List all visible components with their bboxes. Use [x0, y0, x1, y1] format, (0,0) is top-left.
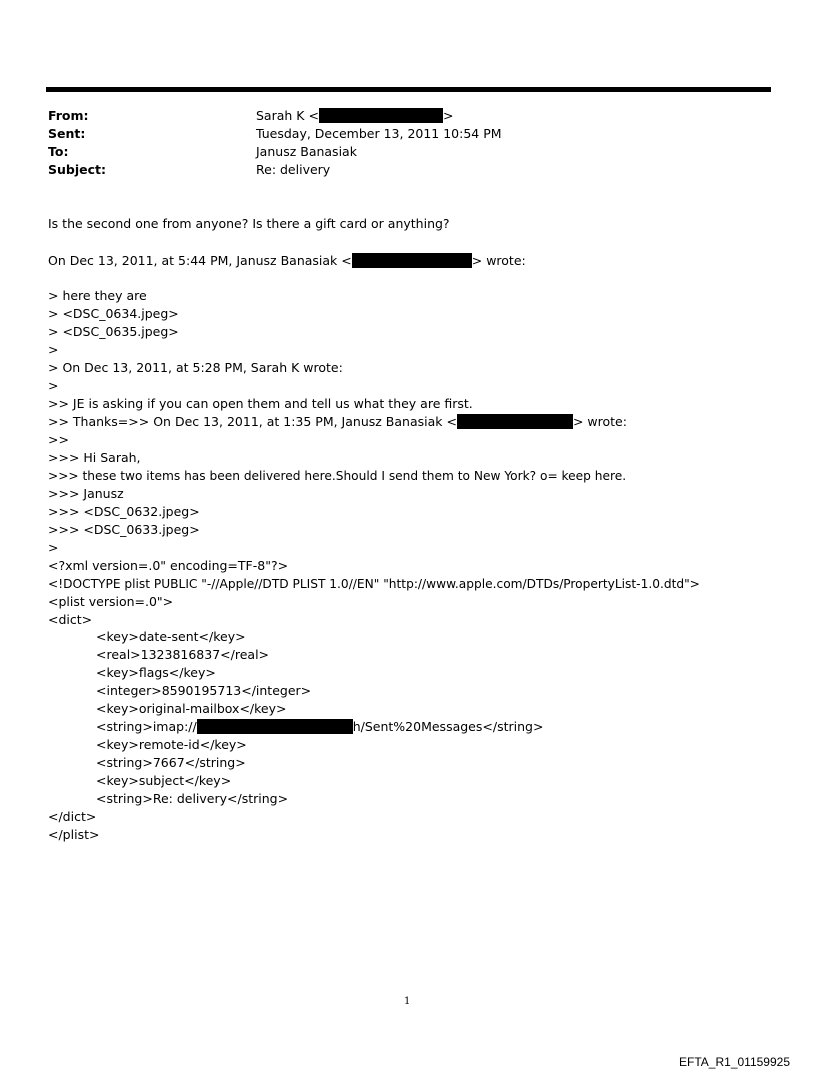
quoted-line: > here they are [48, 288, 147, 303]
bates-number: EFTA_R1_01159925 [679, 1055, 790, 1069]
sent-value: Tuesday, December 13, 2011 10:54 PM [256, 126, 502, 141]
plist-line: <string>Re: delivery</string> [96, 791, 289, 806]
plist-line: <key>flags</key> [96, 665, 216, 680]
from-label: From: [48, 108, 89, 123]
doctype-line: <!DOCTYPE plist PUBLIC "-//Apple//DTD PLIST 1.0//EN" "http://www.apple.com/DTDs/PropertyList-1.0.dtd"> [48, 577, 700, 591]
plist-close: </plist> [48, 827, 100, 842]
quoted-line: >>> Janusz [48, 486, 124, 501]
plist-line: <key>original-mailbox</key> [96, 701, 287, 716]
redaction-box [457, 414, 573, 429]
plist-line: <string>7667</string> [96, 755, 246, 770]
quoted-line: > [48, 540, 59, 555]
quoted-line: >>> <DSC_0633.jpeg> [48, 522, 200, 537]
dict-open: <dict> [48, 612, 93, 627]
attribution-end: > wrote: [471, 253, 526, 268]
from-name: Sarah K < [256, 108, 319, 123]
quoted-line: > On Dec 13, 2011, at 5:28 PM, Sarah K wrote: [48, 360, 343, 375]
imap-line [96, 718, 543, 736]
from-value [256, 107, 453, 125]
imap-start: <string>imap:// [96, 719, 197, 734]
plist-line: <key>date-sent</key> [96, 629, 246, 644]
thanks-start: >> Thanks=>> On Dec 13, 2011, at 1:35 PM, Janusz Banasiak < [48, 414, 457, 429]
quoted-line: >>> these two items has been delivered here.Should I send them to New York? o= keep here. [48, 469, 627, 483]
plist-line: <real>1323816837</real> [96, 647, 270, 662]
imap-end: h/Sent%20Messages</string> [352, 719, 544, 734]
to-value: Janusz Banasiak [256, 144, 357, 159]
quoted-line: >>> Hi Sarah, [48, 450, 141, 465]
quoted-line: >>> <DSC_0632.jpeg> [48, 504, 200, 519]
redaction-box [197, 719, 353, 734]
quoted-line: > [48, 378, 59, 393]
redaction-box [352, 253, 472, 268]
thanks-end: > wrote: [572, 414, 627, 429]
redaction-box [319, 108, 443, 123]
to-label: To: [48, 144, 69, 159]
from-close: > [442, 108, 454, 123]
dict-close: </dict> [48, 809, 97, 824]
subject-label: Subject: [48, 162, 106, 177]
quoted-line: >> [48, 432, 69, 447]
plist-line: <key>remote-id</key> [96, 737, 247, 752]
attribution-start: On Dec 13, 2011, at 5:44 PM, Janusz Banasiak < [48, 253, 352, 268]
reply-text: Is the second one from anyone? Is there a gift card or anything? [48, 216, 450, 231]
quoted-line: > <DSC_0634.jpeg> [48, 306, 179, 321]
top-rule [46, 87, 771, 92]
page-number: 1 [404, 996, 411, 1007]
xml-declaration: <?xml version=.0" encoding=TF-8"?> [48, 558, 289, 573]
attribution-line [48, 252, 526, 270]
quoted-line: >> JE is asking if you can open them and tell us what they are first. [48, 396, 473, 411]
quoted-line: > [48, 342, 59, 357]
thanks-line [48, 413, 627, 431]
plist-open: <plist version=.0"> [48, 594, 174, 609]
plist-line: <key>subject</key> [96, 773, 232, 788]
subject-value: Re: delivery [256, 162, 331, 177]
sent-label: Sent: [48, 126, 86, 141]
quoted-line: > <DSC_0635.jpeg> [48, 324, 179, 339]
plist-line: <integer>8590195713</integer> [96, 683, 312, 698]
